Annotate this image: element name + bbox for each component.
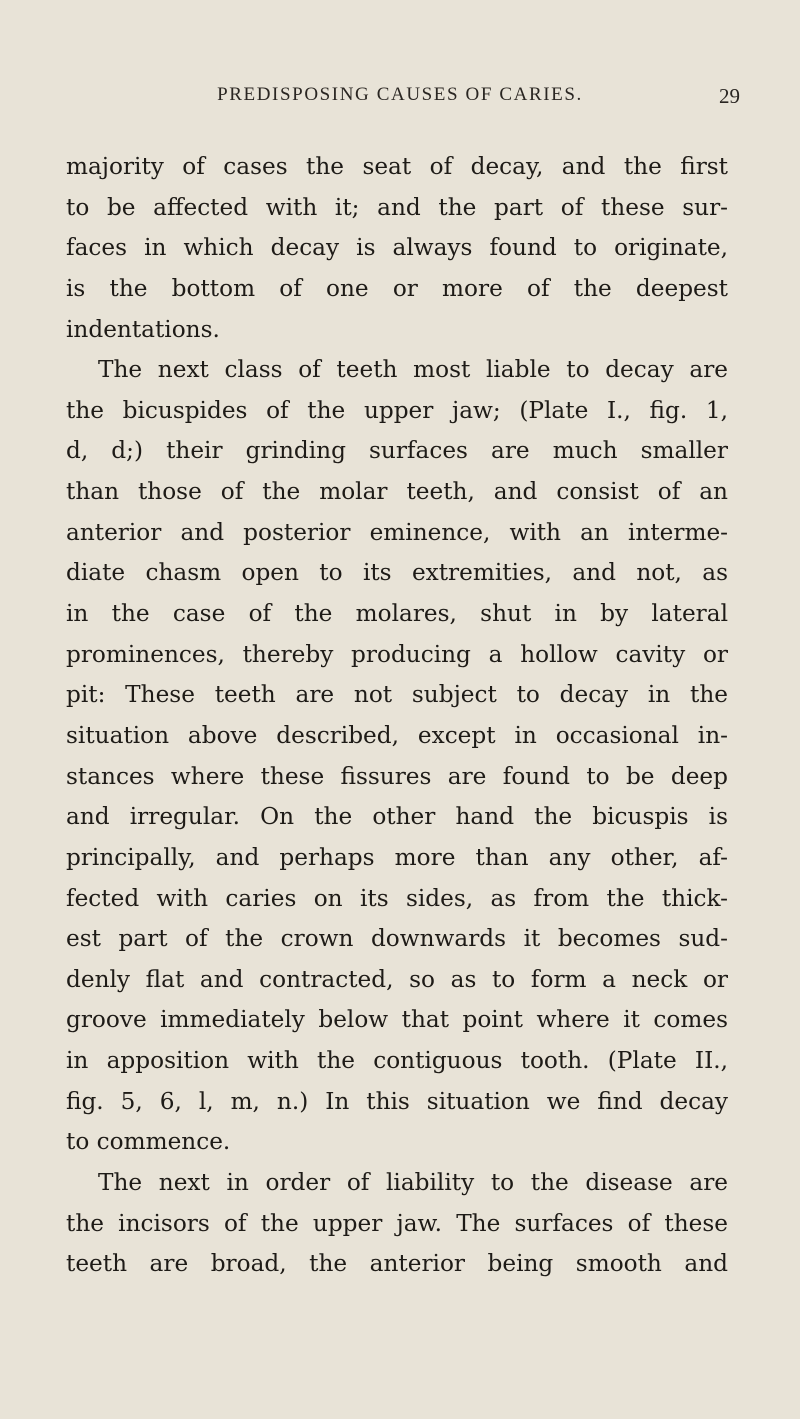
text-line: than those of the molar teeth, and consist of an	[66, 478, 728, 506]
text-line: to commence.	[66, 1128, 231, 1156]
text-line: anterior and posterior eminence, with an interme-	[66, 518, 728, 546]
text-line: is the bottom of one or more of the deepest	[66, 274, 728, 302]
text-line: prominences, thereby producing a hollow cavity or	[66, 640, 728, 668]
paragraph-start-line: The next in order of liability to the disease are	[98, 1169, 728, 1197]
text-line: in the case of the molares, shut in by lateral	[66, 600, 728, 628]
text-line: the bicuspides of the upper jaw; (Plate I., fig. 1,	[66, 396, 728, 424]
text-line: groove immediately below that point where it comes	[66, 1006, 728, 1034]
text-line: d, d;) their grinding surfaces are much smaller	[66, 437, 728, 465]
text-line: to be affected with it; and the part of these sur-	[66, 193, 728, 221]
paragraph-start-line: The next class of teeth most liable to decay are	[98, 356, 728, 384]
text-line: diate chasm open to its extremities, and not, as	[66, 559, 728, 587]
text-line: situation above described, except in occasional in-	[66, 721, 728, 749]
text-line: teeth are broad, the anterior being smooth and	[66, 1250, 728, 1278]
text-line: pit: These teeth are not subject to decay in the	[66, 681, 728, 709]
text-line: in apposition with the contiguous tooth. (Plate II.,	[66, 1047, 728, 1075]
text-line: denly flat and contracted, so as to form a neck or	[66, 965, 728, 993]
running-title: PREDISPOSING CAUSES OF CARIES.	[217, 84, 583, 105]
text-line: faces in which decay is always found to originate,	[66, 234, 728, 262]
page-number: 29	[719, 84, 740, 108]
text-line: fig. 5, 6, l, m, n.) In this situation we find decay	[66, 1087, 728, 1115]
text-line: stances where these fissures are found to be deep	[66, 762, 728, 790]
text-line: the incisors of the upper jaw. The surfaces of these	[66, 1209, 728, 1237]
text-line: indentations.	[66, 315, 220, 343]
text-line: and irregular. On the other hand the bicuspis is	[66, 803, 728, 831]
text-line: est part of the crown downwards it becomes sud-	[66, 925, 728, 953]
running-head	[0, 84, 800, 114]
text-line: majority of cases the seat of decay, and the first	[66, 153, 728, 180]
text-line: fected with caries on its sides, as from the thick-	[66, 884, 728, 912]
text-line: principally, and perhaps more than any other, af-	[66, 843, 728, 871]
body-text	[66, 147, 728, 1285]
